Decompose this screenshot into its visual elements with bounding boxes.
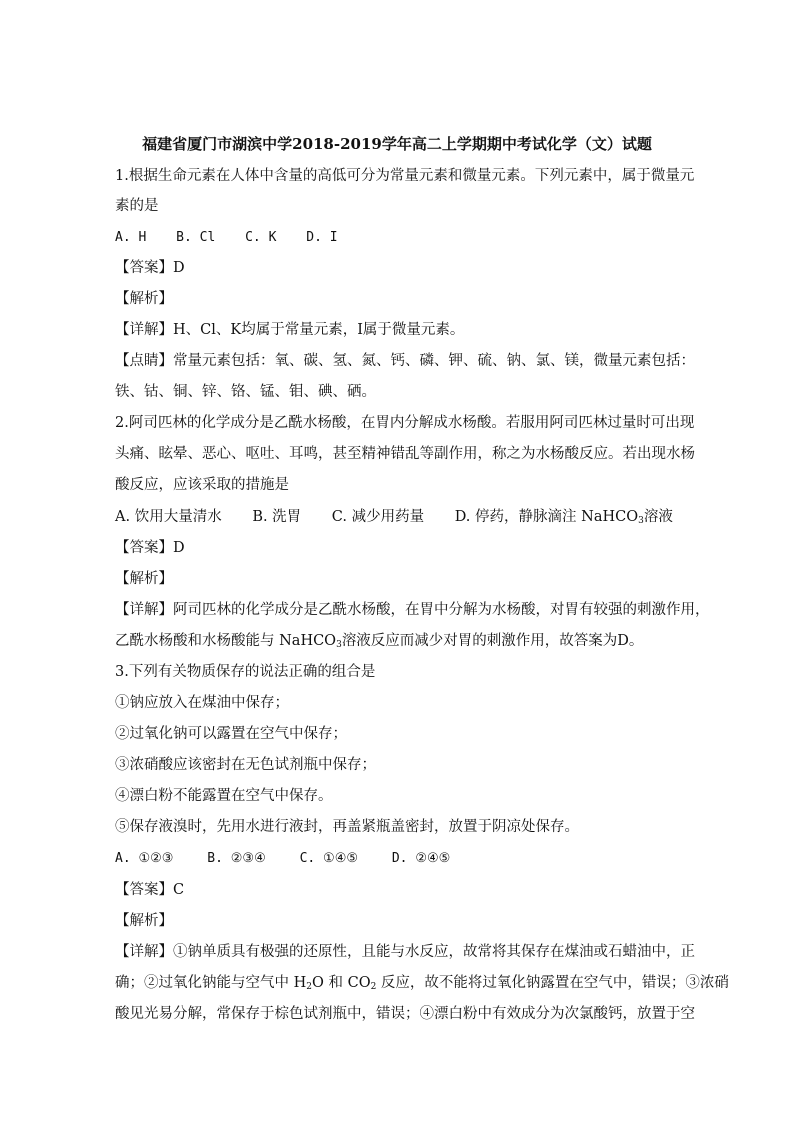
q3-stem: 3.下列有关物质保存的说法正确的组合是 (115, 664, 376, 680)
q3-item-5: ⑤保存液溴时，先用水进行液封，再盖紧瓶盖密封，放置于阴凉处保存。 (115, 819, 579, 835)
q2-detail-line2-suffix: 溶液反应而减少对胃的刺激作用，故答案为D。 (341, 633, 644, 649)
q2-option-d-text: D. 停药，静脉滴注 NaHCO (454, 509, 639, 525)
q1-option-a: A. H (115, 230, 147, 245)
q1-option-d: D. I (306, 230, 338, 245)
q3-options (115, 849, 690, 869)
q2-detail-subscript: 3 (336, 640, 342, 650)
q3-item-3: ③浓硝酸应该密封在无色试剂瓶中保存； (115, 757, 376, 773)
q1-option-b: B. Cl (176, 230, 216, 245)
q3-detail-subscript-2: 2 (370, 982, 377, 992)
q2-answer: 【答案】D (115, 540, 185, 556)
q3-answer: 【答案】C (115, 882, 185, 898)
q3-detail-subscript-1: 2 (306, 982, 312, 992)
q3-detail-line2-a: 确；②过氧化钠能与空气中 H (115, 975, 307, 991)
q2-option-c: C. 减少用药量 (331, 509, 425, 525)
q1-stem-line2: 素的是 (115, 198, 159, 214)
q2-option-b: B. 洗胃 (252, 509, 302, 525)
q2-option-d-subscript: 3 (638, 516, 644, 526)
q2-detail-line1: 【详解】阿司匹林的化学成分是乙酰水杨酸，在胃中分解为水杨酸，对胃有较强的刺激作用， (115, 602, 710, 618)
q3-option-d: D. ②④⑤ (391, 851, 451, 866)
q1-answer: 【答案】D (115, 260, 185, 276)
q3-item-2: ②过氧化钠可以露置在空气中保存； (115, 726, 347, 742)
q2-analysis-label: 【解析】 (115, 571, 173, 587)
q1-option-c: C. K (245, 230, 277, 245)
q3-detail-line1: 【详解】①钠单质具有极强的还原性，且能与水反应，故常将其保存在煤油或石蜡油中，正 (115, 944, 695, 960)
q3-detail-line2-c: 反应，故不能将过氧化钠露置在空气中，错误；③浓硝 (376, 975, 729, 991)
q1-analysis-label: 【解析】 (115, 291, 173, 307)
q2-option-a: A. 饮用大量清水 (115, 509, 222, 525)
q2-stem-line1: 2.阿司匹林的化学成分是乙酰水杨酸，在胃内分解成水杨酸。若服用阿司匹林过量时可出现 (115, 415, 695, 431)
q3-analysis-label: 【解析】 (115, 913, 173, 929)
q1-detail: 【详解】H、Cl、K均属于常量元素，I属于微量元素。 (115, 322, 465, 338)
q3-detail-line2 (115, 973, 729, 997)
q2-detail-line2-text: 乙酰水杨酸和水杨酸能与 NaHCO (115, 633, 337, 649)
q2-stem-line3: 酸反应，应该采取的措施是 (115, 477, 289, 493)
q3-option-c: C. ①④⑤ (299, 851, 359, 866)
q2-detail-line2 (115, 631, 690, 655)
q1-point-line1: 【点睛】常量元素包括：氧、碳、氢、氮、钙、磷、钾、硫、钠、氯、镁，微量元素包括： (115, 353, 695, 369)
q2-stem-line2: 头痛、眩晕、恶心、呕吐、耳鸣，甚至精神错乱等副作用，称之为水杨酸反应。若出现水杨 (115, 446, 695, 462)
q3-option-a: A. ①②③ (115, 851, 174, 866)
q3-detail-line2-b: O 和 CO (312, 975, 371, 991)
q2-option-d-suffix: 溶液 (643, 509, 673, 525)
q1-point-line2: 铁、钴、铜、锌、铬、锰、钼、碘、硒。 (115, 384, 376, 400)
q3-detail-line3: 酸见光易分解，常保存于棕色试剂瓶中，错误；④漂白粉中有效成分为次氯酸钙，放置于空 (115, 1006, 695, 1022)
document-title: 福建省厦门市湖滨中学2018-2019学年高二上学期期中考试化学（文）试题 (142, 135, 652, 153)
q2-option-d (455, 507, 673, 531)
q3-option-b: B. ②③④ (207, 851, 266, 866)
q1-stem-line1: 1.根据生命元素在人体中含量的高低可分为常量元素和微量元素。下列元素中，属于微量元 (115, 168, 695, 184)
q1-options (115, 228, 690, 248)
q3-item-1: ①钠应放入在煤油中保存； (115, 695, 289, 711)
q3-item-4: ④漂白粉不能露置在空气中保存。 (115, 788, 333, 804)
q2-options (115, 507, 690, 531)
